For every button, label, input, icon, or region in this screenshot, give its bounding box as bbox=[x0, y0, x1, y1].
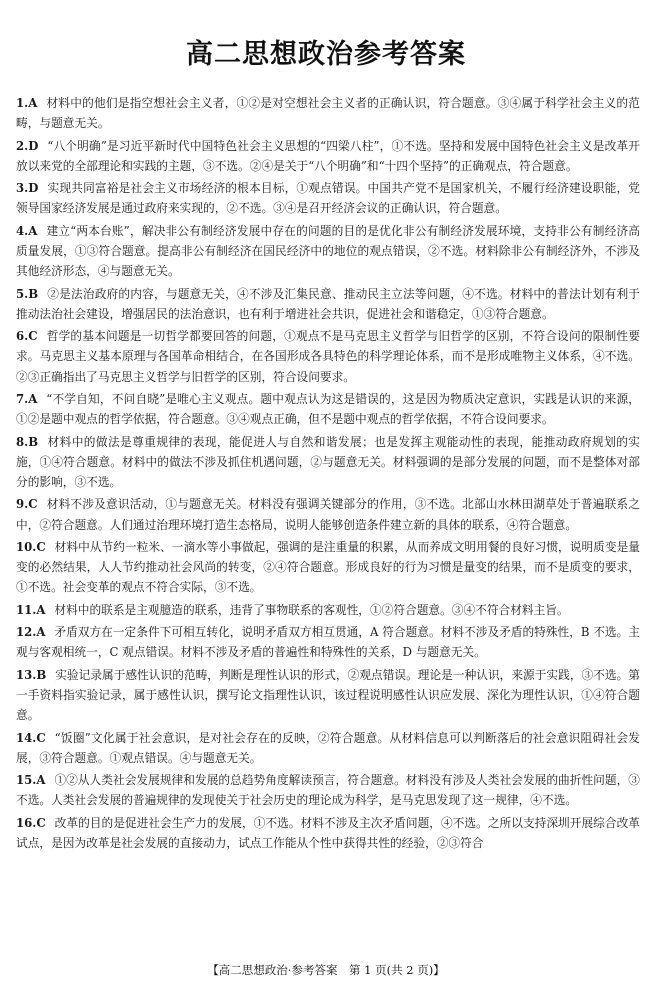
page-title: 高二思想政治参考答案 bbox=[186, 39, 466, 70]
answer-item bbox=[16, 93, 640, 133]
answer-item bbox=[16, 389, 640, 429]
question-number: 13. bbox=[16, 667, 37, 682]
answer-choice: C bbox=[36, 730, 46, 745]
answer-choice: A bbox=[36, 773, 46, 788]
page-footer: 【高二思想政治·参考答案 第 1 页(共 2 页)】 bbox=[207, 963, 445, 977]
answer-item bbox=[16, 432, 640, 493]
question-number: 6. bbox=[16, 329, 29, 344]
answer-list bbox=[16, 93, 640, 855]
answer-explanation: 材料中从节约一粒米、一滴水等小事做起，强调的是注重量的积累，从而养成文明用餐的良好习惯，说明质变是量变的必然结果，人人节约推动社会风尚的转变，②④符合题意。形成良好的行为习惯是量变的结果，而不是质变的要求，①不选。社会变革的观点不符合实际，③不选。 bbox=[16, 539, 640, 595]
answer-item bbox=[16, 178, 640, 218]
answer-choice: A bbox=[28, 223, 38, 238]
question-number: 5. bbox=[16, 286, 29, 301]
answer-explanation: “不学自知，不问自晓”是唯心主义观点。题中观点认为这是错误的，这是因为物质决定意识，实践是认识的来源，①②是题中观点的哲学依据，符合题意。③④观点正确，但不是题中观点的哲学依据，不符合设问要求。 bbox=[16, 391, 640, 427]
question-number: 15. bbox=[16, 773, 37, 788]
answer-choice: C bbox=[36, 815, 46, 830]
answer-choice: D bbox=[28, 138, 39, 153]
answer-explanation: ①②从人类社会发展规律和发展的总趋势角度解读预言，符合题意。材料没有涉及人类社会发展的曲折性问题，③不选。人类社会发展的普遍规律的发现使关于社会历史的理论成为科学，是马克思发现了这一规律，④不选。 bbox=[16, 773, 640, 808]
answer-item bbox=[16, 221, 640, 282]
answer-explanation: 材料不涉及意识活动，①与题意无关。材料没有强调关键部分的作用，③不选。北部山水林田湖草处于普遍联系之中，②符合题意。人们通过治理环境打造生态格局，说明人能够创造条件建立新的具体的联系，④符合题意。 bbox=[16, 497, 640, 532]
question-number: 16. bbox=[16, 815, 37, 830]
question-number: 14. bbox=[16, 730, 37, 745]
question-number: 10. bbox=[16, 539, 37, 554]
answer-choice: B bbox=[28, 286, 39, 301]
answer-item bbox=[16, 136, 640, 176]
answer-item bbox=[16, 284, 640, 324]
question-number: 7. bbox=[16, 391, 29, 406]
answer-item bbox=[16, 494, 640, 534]
answer-explanation: “饭圈”文化属于社会意识，是对社会存在的反映，②符合题意。从材料信息可以判断落后的社会意识阻碍社会发展，③符合题意。①观点错误。④与题意无关。 bbox=[16, 730, 640, 765]
answer-choice: B bbox=[36, 667, 47, 682]
answer-item bbox=[16, 600, 640, 620]
answer-choice: A bbox=[36, 625, 46, 640]
answer-choice: A bbox=[36, 602, 46, 617]
answer-choice: B bbox=[28, 434, 39, 449]
answer-item bbox=[16, 770, 640, 810]
answer-explanation: 材料中的联系是主观臆造的联系，违背了事物联系的客观性，①②符合题意。③④不符合材料主旨。 bbox=[54, 602, 569, 617]
answer-explanation: ②是法治政府的内容，与题意无关，④不涉及汇集民意、推动民主立法等问题，④不选。材料中的普法计划有利于推动法治社会建设，增强居民的法治意识，也有利于增进社会共识，促进社会和谐稳定，①③符合题意。 bbox=[16, 286, 640, 321]
answer-item bbox=[16, 326, 640, 387]
answer-choice: C bbox=[28, 329, 38, 344]
answer-explanation: 材料中的他们是指空想社会主义者，①②是对空想社会主义者的正确认识，符合题意。③④属于科学社会主义的范畴，与题意无关。 bbox=[16, 96, 640, 131]
answer-choice: D bbox=[28, 181, 39, 196]
answer-choice: A bbox=[28, 391, 38, 406]
answer-explanation: 哲学的基本问题是一切哲学都要回答的问题，①观点不是马克思主义哲学与旧哲学的区别，不符合设问的限制性要求。马克思主义基本原理与各国革命相结合，在各国形成各具特色的科学理论体系，而不是形成唯物主义体系，④不选。②③正确指出了马克思主义哲学与旧哲学的区别，符合设问要求。 bbox=[16, 329, 640, 384]
question-number: 12. bbox=[16, 625, 37, 640]
question-number: 1. bbox=[16, 96, 29, 110]
answer-explanation: 建立“两本台账”，解决非公有制经济发展中存在的问题的目的是优化非公有制经济发展环境，支持非公有制经济高质量发展，①③符合题意。提高非公有制经济在国民经济中的地位的观点错误，②不选。材料除非公有制经济外，不涉及其他经济形态，④与题意无关。 bbox=[16, 223, 640, 279]
question-number: 2. bbox=[16, 138, 29, 153]
question-number: 9. bbox=[16, 497, 29, 512]
answer-explanation: “八个明确”是习近平新时代中国特色社会主义思想的“四梁八柱”，①不选。坚持和发展中国特色社会主义是改革开放以来党的全部理论和实践的主题，③不选。②④是关于“八个明确”和“十四个坚持”的正确观点，符合题意。 bbox=[16, 138, 640, 173]
answer-item bbox=[16, 813, 640, 853]
answer-item bbox=[16, 622, 640, 662]
answer-explanation: 材料中的做法是尊重规律的表现，能促进人与自然和谐发展；也是发挥主观能动性的表现，能推动政府规划的实施，①④符合题意。材料中的做法不涉及抓住机遇问题，②与题意无关。材料强调的是部分发展的问题，而不是整体对部分的影响，③不选。 bbox=[16, 434, 640, 489]
answer-item bbox=[16, 537, 640, 598]
answer-explanation: 实验记录属于感性认识的范畴，判断是理性认识的形式，②观点错误。理论是一种认识，来源于实践，③不选。第一手资料指实验记录，属于感性认识，撰写论文指理性认识，该过程说明感性认识应发展、深化为理性认识，①④符合题意。 bbox=[16, 667, 640, 723]
question-number: 4. bbox=[16, 223, 29, 238]
answer-item bbox=[16, 665, 640, 726]
question-number: 8. bbox=[16, 434, 29, 449]
answer-explanation: 改革的目的是促进社会生产力的发展，①不选。材料不涉及主次矛盾问题，④不选。之所以支持深圳开展综合改革试点，是因为改革是社会发展的直接动力，试点工作能从个性中获得共性的经验，②③符合 bbox=[16, 815, 640, 850]
answer-choice: A bbox=[28, 96, 38, 110]
answer-choice: C bbox=[36, 539, 46, 554]
question-number: 3. bbox=[16, 181, 29, 196]
answer-choice: C bbox=[28, 497, 38, 512]
answer-explanation: 实现共同富裕是社会主义市场经济的根本目标，①观点错误。中国共产党不是国家机关，不履行经济建设职能，党领导国家经济发展是通过政府来实现的，②不选。③④是召开经济会议的正确认识，符合题意。 bbox=[16, 181, 640, 216]
question-number: 11. bbox=[16, 602, 37, 617]
answer-item bbox=[16, 728, 640, 768]
answer-explanation: 矛盾双方在一定条件下可相互转化，说明矛盾双方相互贯通，A 符合题意。材料不涉及矛盾的特殊性，B 不选。主观与客观相统一，C 观点错误。材料不涉及矛盾的普遍性和特殊性的关系，D 与题意无关。 bbox=[16, 625, 640, 660]
